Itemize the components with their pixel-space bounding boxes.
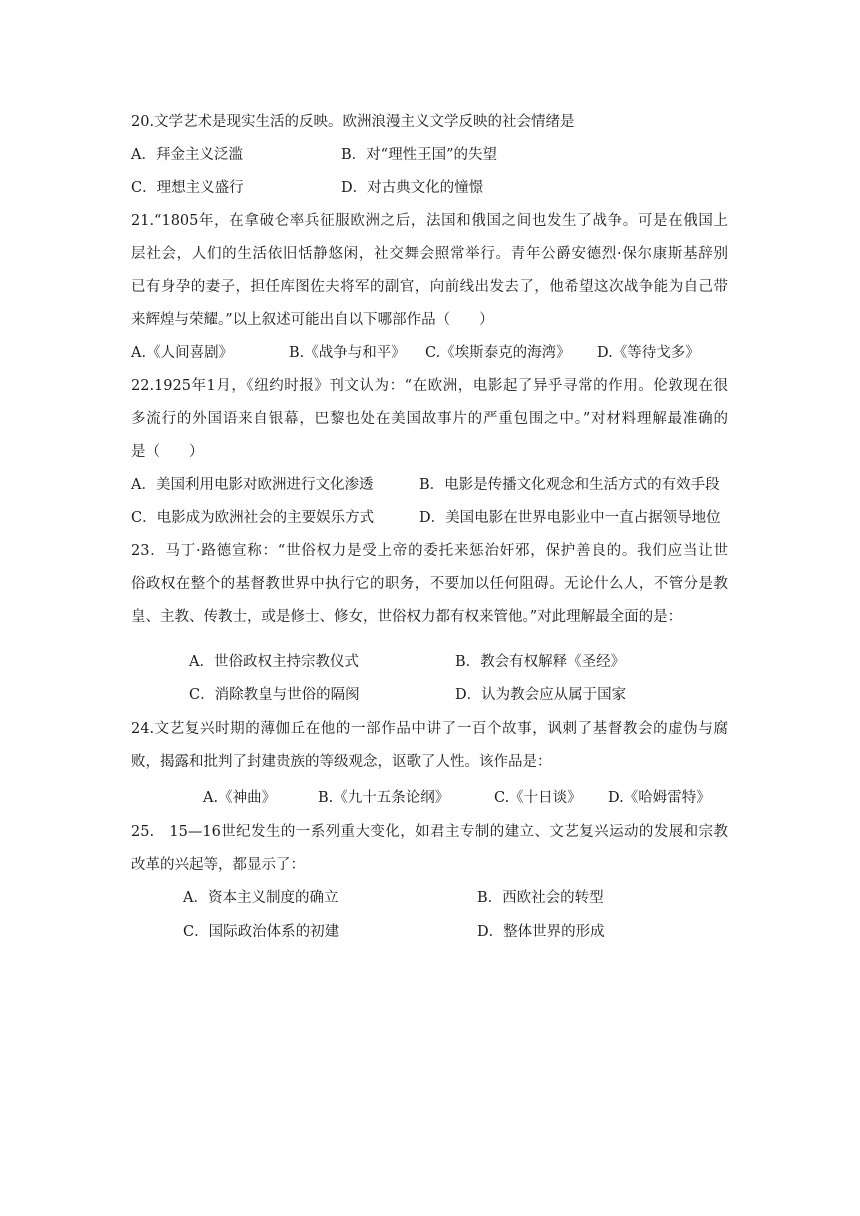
question-21-stem-line-4: 来辉煌与荣耀。”以上叙述可能出自以下哪部作品（ ） xyxy=(131,312,494,328)
question-25-option-d: D．整体世界的形成 xyxy=(477,924,605,940)
question-24-stem-line-2: 败，揭露和批判了封建贵族的等级观念，讴歌了人性。该作品是： xyxy=(131,754,552,770)
question-22-option-b: B．电影是传播文化观念和生活方式的有效手段 xyxy=(419,477,720,493)
question-22-option-a: A．美国利用电影对欧洲进行文化渗透 xyxy=(131,477,374,493)
question-23-option-a: A．世俗政权主持宗教仪式 xyxy=(189,654,359,670)
question-23-option-b: B．教会有权解释《圣经》 xyxy=(455,654,626,670)
question-23-stem-line-2: 俗政权在整个的基督教世界中执行它的职务，不要加以任何阻碍。无论什么人，不管分是教 xyxy=(131,576,728,592)
question-24-option-a: A.《神曲》 xyxy=(203,790,277,806)
question-23-stem-line-1: 23．马丁·路德宣称：“世俗权力是受上帝的委托来惩治奸邪，保护善良的。我们应当让世 xyxy=(131,543,728,559)
question-21-option-d: D.《等待戈多》 xyxy=(597,345,700,361)
question-20-stem: 20.文学艺术是现实生活的反映。欧洲浪漫主义文学反映的社会情绪是 xyxy=(131,114,575,130)
question-24-option-c: C.《十日谈》 xyxy=(494,790,582,806)
question-21-option-c: C.《埃斯泰克的海湾》 xyxy=(425,345,571,361)
question-24-option-b: B.《九十五条论纲》 xyxy=(318,790,450,806)
question-25-stem-line-1: 25. 15—16世纪发生的一系列重大变化，如君主专制的建立、文艺复兴运动的发展和宗教 xyxy=(131,824,728,840)
question-20-option-d: D．对古典文化的憧憬 xyxy=(341,180,484,196)
question-25-option-b: B．西欧社会的转型 xyxy=(477,890,604,906)
question-22-option-c: C．电影成为欧洲社会的主要娱乐方式 xyxy=(131,510,375,526)
question-20-option-b: B．对“理性王国”的失望 xyxy=(341,147,497,163)
question-20-option-a: A．拜金主义泛滥 xyxy=(131,147,243,163)
question-24-stem-line-1: 24.文艺复兴时期的薄伽丘在他的一部作品中讲了一百个故事，讽刺了基督教会的虚伪与腐 xyxy=(131,721,728,737)
question-25-option-c: C．国际政治体系的初建 xyxy=(183,924,340,940)
question-21-stem-line-3: 已有身孕的妻子，担任库图佐夫将军的副官，向前线出发去了，他希望这次战争能为自己带 xyxy=(131,279,728,295)
question-23-stem-line-3: 皇、主教、传教士，或是修士、修女，世俗权力都有权来管他。”对此理解最全面的是： xyxy=(131,609,683,625)
question-23-option-d: D．认为教会应从属于国家 xyxy=(455,687,627,703)
question-25-stem-line-2: 改革的兴起等，都显示了： xyxy=(131,857,305,873)
question-20-option-c: C．理想主义盛行 xyxy=(131,180,244,196)
question-22-stem-line-1: 22.1925年1月，《纽约时报》刊文认为：“在欧洲，电影起了异乎寻常的作用。伦敦现在很 xyxy=(131,378,728,394)
question-23-option-c: C．消除教皇与世俗的隔阂 xyxy=(189,687,360,703)
question-25-option-a: A．资本主义制度的确立 xyxy=(183,890,339,906)
question-22-stem-line-2: 多流行的外国语来自银幕，巴黎也处在美国故事片的严重包围之中。”对材料理解最准确的 xyxy=(131,411,728,427)
question-22-stem-line-3: 是（ ） xyxy=(131,444,204,460)
question-21-option-b: B.《战争与和平》 xyxy=(289,345,406,361)
question-21-option-a: A.《人间喜剧》 xyxy=(131,345,234,361)
question-21-stem-line-1: 21.“1805年，在拿破仑率兵征服欧洲之后，法国和俄国之间也发生了战争。可是在俄国上 xyxy=(131,213,728,229)
question-21-stem-line-2: 层社会，人们的生活依旧恬静悠闲，社交舞会照常举行。青年公爵安德烈·保尔康斯基辞别 xyxy=(131,246,728,262)
question-22-option-d: D．美国电影在世界电影业中一直占据领导地位 xyxy=(419,510,721,526)
question-24-option-d: D.《哈姆雷特》 xyxy=(608,790,711,806)
